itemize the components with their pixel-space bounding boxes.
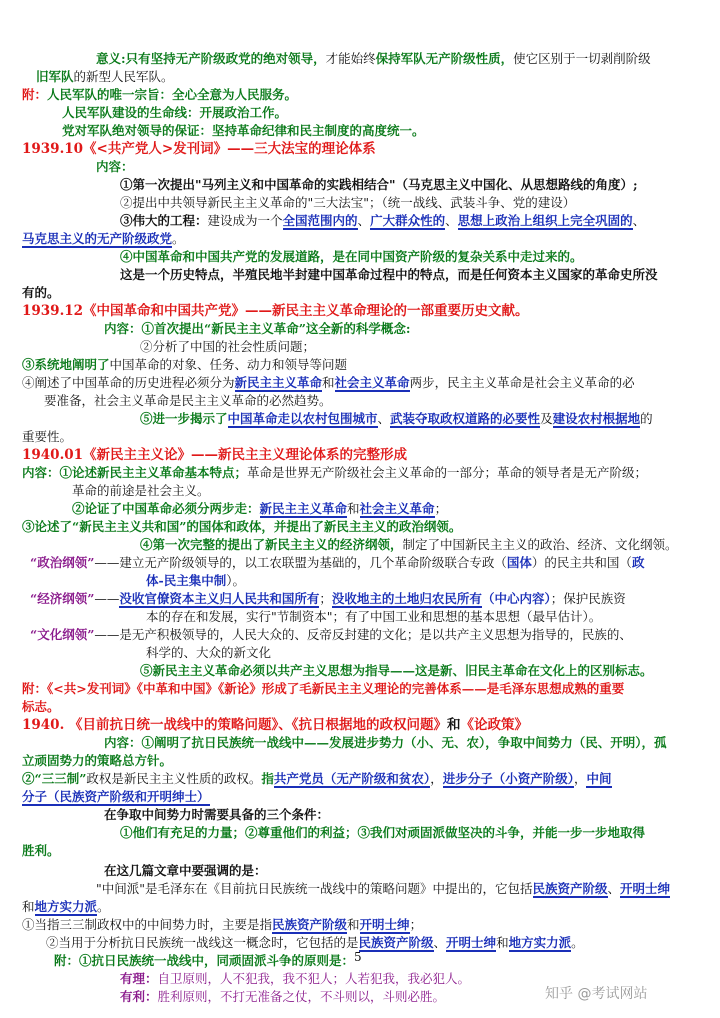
text-line <box>22 698 60 715</box>
text-span: 胜利。 <box>22 843 60 858</box>
text-span: ——建立无产阶级领导的，以工农联盟为基础的，几个革命阶级联合专政（ <box>94 555 507 570</box>
text-span: ； <box>319 591 332 606</box>
text-span: 立顽固势力的策略总方针。 <box>22 753 173 768</box>
text-line <box>22 356 347 373</box>
watermark: 知乎 @考试网站 <box>545 986 648 1002</box>
text-span: 开明士绅 <box>446 935 497 950</box>
text-line <box>146 572 245 589</box>
text-span: 才能始终 <box>325 51 376 66</box>
text-span: ③我们对顽固派做坚决的斗争，并能一步一步地取得 <box>357 825 646 840</box>
text-span: ②分析了中国的社会性质问题； <box>140 339 316 354</box>
text-line <box>22 140 376 158</box>
text-line <box>120 248 583 265</box>
text-line <box>22 788 210 805</box>
text-line <box>22 230 185 247</box>
text-span: 中间 <box>586 771 612 786</box>
text-line <box>140 662 653 679</box>
text-span: 在争取中间势力时需要具备的三个条件： <box>104 807 330 822</box>
text-span: ；保护民族资 <box>550 591 626 606</box>
text-span: 人民军队建设的生命线：开展政治工作。 <box>62 105 288 120</box>
text-span: 内容： <box>96 159 134 174</box>
text-span: 、 <box>377 411 391 426</box>
text-span: 中国革命走以农村包围城市 <box>227 411 378 426</box>
text-span: ， <box>430 771 443 786</box>
text-line <box>120 824 645 841</box>
text-span: 1940. 《目前抗日统一战线中的策略问题》、《抗日根据地的政权问题》 <box>22 717 447 733</box>
text-line <box>140 410 653 427</box>
text-span: 两步，民主主义革命是社会主义革命的必 <box>409 375 635 390</box>
text-span: 和 <box>446 717 461 733</box>
text-span: 内容：①论述新民主主义革命基本特点； <box>22 465 248 480</box>
text-span: 和 <box>22 899 35 914</box>
text-span: ②尊重他们的利益； <box>245 825 358 840</box>
text-line <box>30 554 644 571</box>
text-span: 的新型人民军队。 <box>73 69 174 84</box>
text-span: 本的存在和发展，实行"节制资本"；有了中国工业和思想的基本思想（最早估计）。 <box>146 609 602 624</box>
text-line <box>22 898 110 915</box>
text-line <box>44 392 332 409</box>
text-span: 政 <box>631 555 645 570</box>
text-span: 的 <box>640 411 653 426</box>
text-span: 自卫原则，人不犯我，我不犯人；人若犯我，我必犯人。 <box>157 971 471 986</box>
text-line <box>22 770 612 787</box>
text-line <box>62 122 425 139</box>
text-span: ⑤进一步揭示了 <box>140 411 228 426</box>
text-span: 体-民主集中制 <box>146 573 227 588</box>
text-span: 民族资产阶级 <box>272 917 348 932</box>
text-line <box>146 608 601 625</box>
text-span: 马克思主义的无产阶级政党 <box>22 231 173 246</box>
text-span: 国体 <box>506 555 532 570</box>
text-line <box>72 482 210 499</box>
text-line <box>62 104 287 121</box>
text-span: 共产党员（无产阶级和贫农） <box>273 771 431 786</box>
text-span: 全国范围内的 <box>282 213 358 228</box>
text-span: 、 <box>607 881 621 896</box>
text-span: 有的。 <box>22 285 60 300</box>
text-span: ①当指三三制政权中的中间势力时，主要是指 <box>22 917 273 932</box>
text-span: 科学的、大众的新文化 <box>146 645 272 660</box>
text-span: 分子（民族资产阶级和开明绅士） <box>22 789 210 804</box>
text-span: 重要性。 <box>22 429 73 444</box>
text-span: 、 <box>445 213 458 228</box>
text-line <box>30 590 626 607</box>
text-span: 开明士绅 <box>620 881 671 896</box>
text-span: “文化纲领” <box>30 627 95 642</box>
text-span: 没收地主的土地归农民所有 <box>331 591 482 606</box>
text-span: 武装夺取政权道路的必要性 <box>390 411 541 426</box>
text-span: “经济纲领” <box>30 591 95 606</box>
text-span: 使它区别于一切剥削阶级 <box>513 51 651 66</box>
text-line <box>30 626 632 643</box>
text-line <box>22 842 60 859</box>
text-span: ）。 <box>226 573 245 588</box>
text-span: 和 <box>347 917 360 932</box>
text-span: ④中国革命和中国共产党的发展道路，是在同中国资产阶级的复杂关系中走过来的。 <box>120 249 583 264</box>
text-line <box>22 464 647 481</box>
text-span: 1940.01《新民主主义论》——新民主主义理论体系的完整形成 <box>22 447 408 463</box>
text-span: 、 <box>433 935 447 950</box>
text-span: ②“三三制” <box>22 771 87 786</box>
text-span: 地方实力派 <box>34 899 98 914</box>
text-span: ②当用于分析抗日民族统一战线这一概念时，它包括的是 <box>46 935 359 950</box>
text-span: 和 <box>347 501 360 516</box>
text-span: 。 <box>97 899 110 914</box>
text-span: 社会主义革命 <box>334 375 410 390</box>
text-span: 没收官僚资本主义归人民共和国所有 <box>119 591 320 606</box>
text-span: 有理： <box>120 971 158 986</box>
text-line <box>140 536 678 553</box>
text-span: 附：①抗日民族统一战线中，同顽固派斗争的原则是： <box>54 953 355 968</box>
text-line <box>146 644 271 661</box>
text-span: “政治纲领” <box>30 555 95 570</box>
text-span: ⑤新民主主义革命必须以共产主义思想为指导——这是新、旧民主革命在文化上的区别标志。 <box>140 663 653 678</box>
text-span: ③伟大的工程： <box>120 213 208 228</box>
text-span: 《论政策》 <box>460 717 528 733</box>
text-span: 进步分子（小资产阶级） <box>442 771 574 786</box>
text-line <box>120 194 575 211</box>
text-span: ）的民主共和国（ <box>531 555 632 570</box>
text-span: （中心内容） <box>481 591 551 606</box>
text-line <box>72 500 447 517</box>
text-span: 保持军队无产阶级性质， <box>375 51 514 66</box>
text-span: 胜利原则，不打无准备之仗，不斗则以，斗则必胜。 <box>157 989 446 1004</box>
text-span: 革命的前途是社会主义。 <box>72 483 210 498</box>
text-span: 内容：①阐明了抗日民族统一战线中——发展进步势力（小、无、农），争取中间势力（民、开明），孤 <box>104 735 667 750</box>
text-line <box>22 752 172 769</box>
text-line <box>22 916 422 933</box>
text-span: 标志。 <box>22 699 60 714</box>
text-span: 新民主主义革命 <box>259 501 348 516</box>
text-span: ④阐述了中国革命的历史进程必须分为 <box>22 375 235 390</box>
text-span: ， <box>573 771 587 786</box>
text-span: ①他们有充足的力量； <box>120 825 246 840</box>
text-line <box>22 446 407 464</box>
text-span: 。 <box>172 231 185 246</box>
text-span: "中间派"是毛泽东在《目前抗日民族统一战线中的策略问题》中提出的，它包括 <box>96 881 533 896</box>
text-span: 和 <box>496 935 509 950</box>
text-line <box>104 806 329 823</box>
text-span: 、 <box>632 213 646 228</box>
text-span: 广大群众性的 <box>370 213 446 228</box>
text-span: ④第一次完整的提出了新民主主义的经济纲领， <box>140 537 403 552</box>
text-span: ②提出中共领导新民主主义革命的"三大法宝"；（统一战线、武装斗争、党的建设） <box>120 195 576 210</box>
text-span: 开明士绅 <box>359 917 410 932</box>
text-line <box>120 176 638 193</box>
text-span: 革命是世界无产阶级社会主义革命的一部分；革命的领导者是无产阶级； <box>247 465 648 480</box>
text-span: 人民军队的唯一宗旨：全心全意为人民服务。 <box>47 87 298 102</box>
text-line <box>22 428 72 445</box>
text-line <box>140 338 315 355</box>
text-span: 旧军队 <box>36 69 74 84</box>
text-span: —— <box>94 591 120 606</box>
text-span: 附：《<共>发刊词》《中革和中国》《新论》形成了毛新民主主义理论的完善体系——是毛泽东思想成熟的重要 <box>22 681 625 696</box>
text-span: 建设农村根据地 <box>552 411 641 426</box>
text-span: 和 <box>322 375 335 390</box>
text-span: 制定了中国新民主主义的政治、经济、文化纲领。 <box>402 537 678 552</box>
text-line <box>36 68 174 85</box>
text-line <box>22 284 60 301</box>
text-line <box>120 212 645 229</box>
text-span: 附： <box>22 87 48 102</box>
text-span: 意义:只有坚持无产阶级政党的绝对领导， <box>96 51 326 66</box>
text-span: 中国革命的对象、任务、动力和领导等问题 <box>109 357 348 372</box>
text-span: 内容：①首次提出“新民主主义革命”这全新的科学概念: <box>104 321 411 336</box>
text-line <box>22 680 624 697</box>
text-span: 及 <box>540 411 553 426</box>
text-span: ——是无产积极领导的，人民大众的、反帝反封建的文化；是以共产主义思想为指导的，民族的、 <box>94 627 632 642</box>
text-line <box>22 86 297 103</box>
text-line <box>96 880 670 897</box>
text-line <box>22 374 635 391</box>
text-line <box>22 302 529 320</box>
text-span: 新民主主义革命 <box>234 375 323 390</box>
text-span: 。 <box>571 935 584 950</box>
text-line <box>22 518 461 535</box>
text-line <box>120 970 470 987</box>
text-line <box>104 862 267 879</box>
text-span: 政权是新民主主义性质的政权。 <box>86 771 262 786</box>
text-line <box>46 934 584 951</box>
text-line <box>96 50 651 67</box>
text-line <box>104 320 411 337</box>
text-span: 民族资产阶级 <box>532 881 608 896</box>
text-span: 党对军队绝对领导的保证：坚持革命纪律和民主制度的高度统一。 <box>62 123 425 138</box>
text-span: 民族资产阶级 <box>358 935 434 950</box>
text-line <box>22 716 528 734</box>
text-span: 思想上政治上组织上完全巩固的 <box>457 213 633 228</box>
text-line <box>120 266 658 283</box>
text-span: 1939.12《中国革命和中国共产党》——新民主主义革命理论的一部重要历史文献。 <box>22 303 529 319</box>
text-span: 地方实力派 <box>508 935 572 950</box>
text-span: ①第一次提出"马列主义和中国革命的实践相结合"（马克思主义中国化、从思想路线的角度）; <box>120 177 638 192</box>
text-span: 建设成为一个 <box>207 213 283 228</box>
text-line <box>54 952 354 969</box>
text-span: 要准备，社会主义革命是民主主义革命的必然趋势。 <box>44 393 332 408</box>
text-span: ③论述了“新民主主义共和国”的国体和政体，并提出了新民主主义的政治纲领。 <box>22 519 462 534</box>
text-span: ； <box>409 917 423 932</box>
text-span: 有利： <box>120 989 158 1004</box>
text-line <box>96 158 134 175</box>
text-span: 在这几篇文章中要强调的是： <box>104 863 267 878</box>
text-line <box>104 734 667 751</box>
text-span: ②论证了中国革命必须分两步走： <box>72 501 260 516</box>
text-line <box>120 988 445 1005</box>
page-number: 5 <box>354 950 362 964</box>
text-span: 指 <box>261 771 274 786</box>
text-span: ③系统地阐明了 <box>22 357 110 372</box>
text-span: 1939.10《<共产党人>发刊词》——三大法宝的理论体系 <box>22 141 376 157</box>
text-span: 这是一个历史特点，半殖民地半封建中国革命过程中的特点，而是任何资本主义国家的革命史所没 <box>120 267 658 282</box>
text-span: 、 <box>357 213 371 228</box>
text-span: 社会主义革命 <box>359 501 435 516</box>
text-span: ； <box>434 501 448 516</box>
